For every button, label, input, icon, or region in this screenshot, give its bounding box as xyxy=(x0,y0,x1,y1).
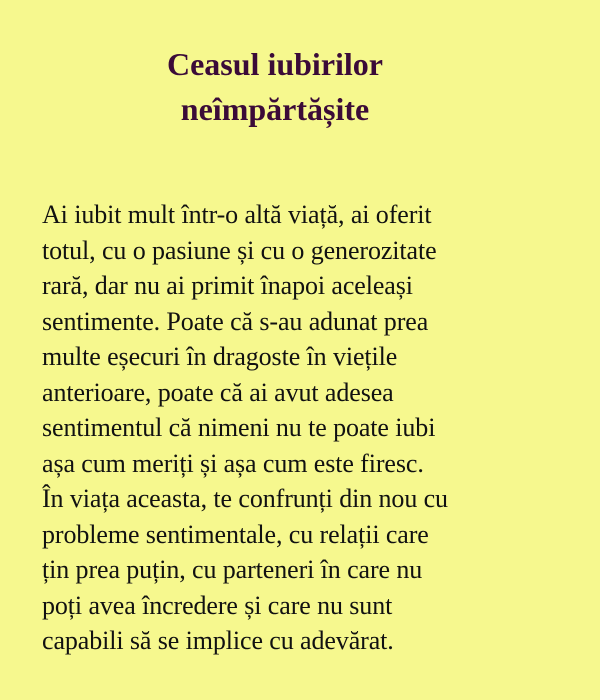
text-line: sentimente. Poate că s-au adunat prea xyxy=(42,306,429,336)
text-line: Ai iubit mult într-o altă viață, ai oferit xyxy=(42,200,432,229)
text-line: anterioare, poate că ai avut adesea xyxy=(42,377,394,407)
text-line: țin prea puțin, cu parteneri în care nu xyxy=(42,555,423,584)
text-line: probleme sentimentale, cu relații care xyxy=(42,519,429,549)
text-line: multe eșecuri în dragoste în viețile xyxy=(42,342,398,371)
title-line-1: Ceasul iubirilor xyxy=(166,46,383,82)
title-line-2: neîmpărtășite xyxy=(180,91,370,127)
body-paragraph xyxy=(42,197,562,659)
text-line: rară, dar nu ai primit înapoi aceleași xyxy=(42,271,413,300)
text-line: sentimentul că nimeni nu te poate iubi xyxy=(42,413,436,442)
text-line: așa cum meriți și așa cum este firesc. xyxy=(42,448,424,478)
text-line: totul, cu o pasiune și cu o generozitate xyxy=(42,235,437,265)
text-line: capabili să se implice cu adevărat. xyxy=(42,626,394,655)
text-line: poți avea încredere și care nu sunt xyxy=(42,590,393,620)
page-title xyxy=(100,42,450,132)
text-line: În viața aceasta, te confrunți din nou cu xyxy=(42,484,448,513)
